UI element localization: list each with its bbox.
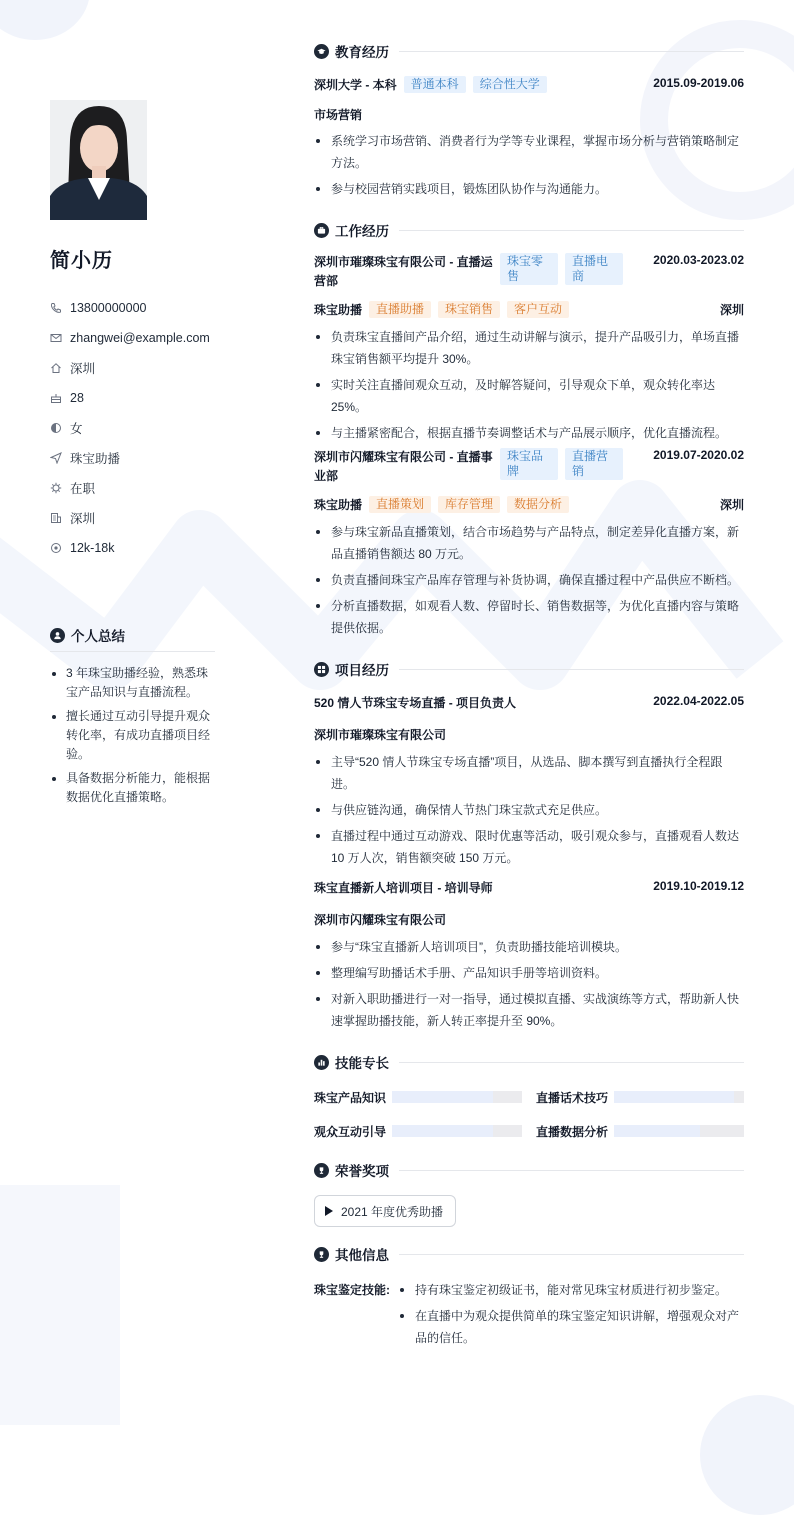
- salary-icon: [50, 542, 62, 554]
- building-icon: [50, 512, 62, 524]
- section-title: 工作经历: [335, 224, 389, 239]
- trophy-icon: [314, 1163, 329, 1178]
- tag: 综合性大学: [473, 76, 547, 93]
- list-item: 主导“520 情人节珠宝专场直播”项目，从选品、脚本撰写到直播执行全程跟进。: [314, 751, 744, 795]
- play-icon: [325, 1206, 333, 1216]
- list-item: 与供应链沟通，确保情人节热门珠宝款式充足供应。: [314, 799, 744, 821]
- other-info: [314, 1279, 744, 1353]
- list-item: 实时关注直播间观众互动，及时解答疑问，引导观众下单，观众转化率达 25%。: [314, 374, 744, 418]
- work-list: [314, 521, 744, 639]
- work-header: [314, 219, 744, 241]
- skill-name: 珠宝产品知识: [314, 1090, 387, 1105]
- graduation-cap-icon: [314, 44, 329, 59]
- work-list: [314, 326, 744, 444]
- education-row: [314, 76, 744, 93]
- tag: 珠宝品牌: [500, 448, 558, 480]
- skill-level-bar: [614, 1125, 744, 1137]
- skill-level-fill: [614, 1091, 734, 1103]
- tag: 珠宝零售: [500, 253, 558, 285]
- other-list: [398, 1279, 744, 1353]
- briefcase-icon: [314, 223, 329, 238]
- skill-item: [314, 1087, 522, 1107]
- skill-item: [536, 1121, 744, 1141]
- divider: [399, 669, 744, 670]
- other-label: 珠宝鉴定技能:: [314, 1283, 390, 1297]
- gender-icon: [50, 422, 62, 434]
- awards-header: [314, 1159, 744, 1181]
- decor-rect: [0, 1185, 120, 1425]
- skill-level-fill: [614, 1125, 700, 1137]
- list-item: 对新入职助播进行一对一指导，通过模拟直播、实战演练等方式，帮助新人快速掌握助播技能，新人转正率提升至 90%。: [314, 988, 744, 1032]
- other-header: [314, 1243, 744, 1265]
- list-item: 直播过程中通过互动游戏、限时优惠等活动，吸引观众参与，直播观看人数达 10 万人次，销售额突破 150 万元。: [314, 825, 744, 869]
- list-item: 负责珠宝直播间产品介绍，通过生动讲解与演示，提升产品吸引力，单场直播珠宝销售额平均提升 30%。: [314, 326, 744, 370]
- section-title: 教育经历: [335, 45, 389, 60]
- tag: 普通本科: [404, 76, 466, 93]
- home-icon: [50, 362, 62, 374]
- company-name: 深圳市璀璨珠宝有限公司 - 直播运营部: [314, 255, 493, 288]
- skill-name: 直播数据分析: [536, 1124, 609, 1139]
- section-title: 其他信息: [335, 1248, 389, 1263]
- list-item: 系统学习市场营销、消费者行为学等专业课程，掌握市场分析与营销策略制定方法。: [314, 130, 744, 174]
- age-icon: [50, 392, 62, 404]
- status-icon: [50, 482, 62, 494]
- info-email: zhangwei@example.com: [50, 323, 215, 353]
- divider: [399, 1062, 744, 1063]
- skill-item: [536, 1087, 744, 1107]
- education-header: [314, 40, 744, 62]
- tag: 直播营销: [565, 448, 623, 480]
- list-item: 3 年珠宝助播经验，熟悉珠宝产品知识与直播流程。: [50, 664, 215, 702]
- section-title: 技能专长: [335, 1056, 389, 1071]
- summary-header: 个人总结: [50, 625, 215, 652]
- job-role: 珠宝助播: [314, 498, 363, 512]
- info-location: 深圳: [50, 353, 215, 383]
- project-item: [314, 879, 744, 1032]
- job-role: 珠宝助播: [314, 303, 363, 317]
- skills-grid: [314, 1087, 744, 1141]
- tag: 珠宝销售: [438, 301, 500, 318]
- summary-list: [50, 664, 215, 807]
- contact-info-list: [50, 293, 215, 563]
- profile-sidebar: [50, 100, 215, 563]
- mail-icon: [50, 332, 62, 344]
- info-phone: 13800000000: [50, 293, 215, 323]
- skill-name: 直播话术技巧: [536, 1090, 609, 1105]
- info-salary: 12k-18k: [50, 533, 215, 563]
- info-age: 28: [50, 383, 215, 413]
- tag: 直播电商: [565, 253, 623, 285]
- list-item: 参与校园营销实践项目，锻炼团队协作与沟通能力。: [314, 178, 744, 200]
- project-name: 520 情人节珠宝专场直播 - 项目负责人: [314, 696, 517, 710]
- tag: 直播策划: [369, 496, 431, 513]
- list-item: 参与珠宝新品直播策划，结合市场趋势与产品特点，制定差异化直播方案，新品直播销售额达 80 万元。: [314, 521, 744, 565]
- skill-level-bar: [614, 1091, 744, 1103]
- divider: [399, 1254, 744, 1255]
- decor-circle: [0, 0, 90, 40]
- date-range: 2019.07-2020.02: [653, 448, 744, 462]
- project-company: 深圳市璀璨珠宝有限公司: [314, 728, 447, 742]
- skill-name: 观众互动引导: [314, 1124, 387, 1139]
- skill-level-fill: [392, 1091, 493, 1103]
- date-range: 2019.10-2019.12: [653, 879, 744, 893]
- list-item: 参与“珠宝直播新人培训项目”，负责助播技能培训模块。: [314, 936, 744, 958]
- divider: [399, 1170, 744, 1171]
- skill-level-fill: [392, 1125, 493, 1137]
- grid-icon: [314, 662, 329, 677]
- info-work-city: 深圳: [50, 503, 215, 533]
- section-title: 荣誉奖项: [335, 1164, 389, 1179]
- company-name: 深圳市闪耀珠宝有限公司 - 直播事业部: [314, 450, 493, 483]
- list-item: 擅长通过互动引导提升观众转化率，有成功直播项目经验。: [50, 707, 215, 764]
- work-item: [314, 253, 744, 444]
- list-item: 持有珠宝鉴定初级证书，能对常见珠宝材质进行初步鉴定。: [398, 1279, 744, 1301]
- date-range: 2015.09-2019.06: [653, 76, 744, 90]
- main-content: [314, 40, 744, 1353]
- section-title: 项目经历: [335, 663, 389, 678]
- list-item: 具备数据分析能力，能根据数据优化直播策略。: [50, 769, 215, 807]
- tag: 库存管理: [438, 496, 500, 513]
- skills-header: [314, 1051, 744, 1073]
- summary-section: [50, 625, 215, 812]
- info-position: 珠宝助播: [50, 443, 215, 473]
- tag: 客户互动: [507, 301, 569, 318]
- projects-header: [314, 658, 744, 680]
- user-icon: [50, 628, 65, 643]
- info-gender: 女: [50, 413, 215, 443]
- bar-chart-icon: [314, 1055, 329, 1070]
- list-item: 整理编写助播话术手册、产品知识手册等培训资料。: [314, 962, 744, 984]
- job-city: 深圳: [719, 498, 744, 512]
- list-item: 在直播中为观众提供简单的珠宝鉴定知识讲解，增强观众对产品的信任。: [398, 1305, 744, 1349]
- tag: 直播助播: [369, 301, 431, 318]
- project-list: [314, 936, 744, 1032]
- send-icon: [50, 452, 62, 464]
- project-company: 深圳市闪耀珠宝有限公司: [314, 913, 447, 927]
- skill-level-bar: [392, 1091, 522, 1103]
- skill-item: [314, 1121, 522, 1141]
- school-name: 深圳大学 - 本科: [314, 78, 397, 92]
- avatar: [50, 100, 147, 220]
- work-item: [314, 448, 744, 639]
- project-item: [314, 694, 744, 869]
- date-range: 2020.03-2023.02: [653, 253, 744, 267]
- project-list: [314, 751, 744, 869]
- job-city: 深圳: [719, 303, 744, 317]
- divider: [399, 230, 744, 231]
- info-icon: [314, 1247, 329, 1262]
- divider: [399, 51, 744, 52]
- info-status: 在职: [50, 473, 215, 503]
- date-range: 2022.04-2022.05: [653, 694, 744, 708]
- education-list: [314, 130, 744, 200]
- list-item: 负责直播间珠宝产品库存管理与补货协调，确保直播过程中产品供应不断档。: [314, 569, 744, 591]
- decor-circle-bottom: [700, 1395, 794, 1515]
- phone-icon: [50, 302, 62, 314]
- project-name: 珠宝直播新人培训项目 - 培训导师: [314, 881, 493, 895]
- tag: 数据分析: [507, 496, 569, 513]
- award-badge: 2021 年度优秀助播: [314, 1195, 456, 1227]
- person-name: 简小历: [50, 250, 113, 272]
- skill-level-bar: [392, 1125, 522, 1137]
- list-item: 与主播紧密配合，根据直播节奏调整话术与产品展示顺序，优化直播流程。: [314, 422, 744, 444]
- major: 市场营销: [314, 108, 363, 122]
- list-item: 分析直播数据，如观看人数、停留时长、销售数据等，为优化直播内容与策略提供依据。: [314, 595, 744, 639]
